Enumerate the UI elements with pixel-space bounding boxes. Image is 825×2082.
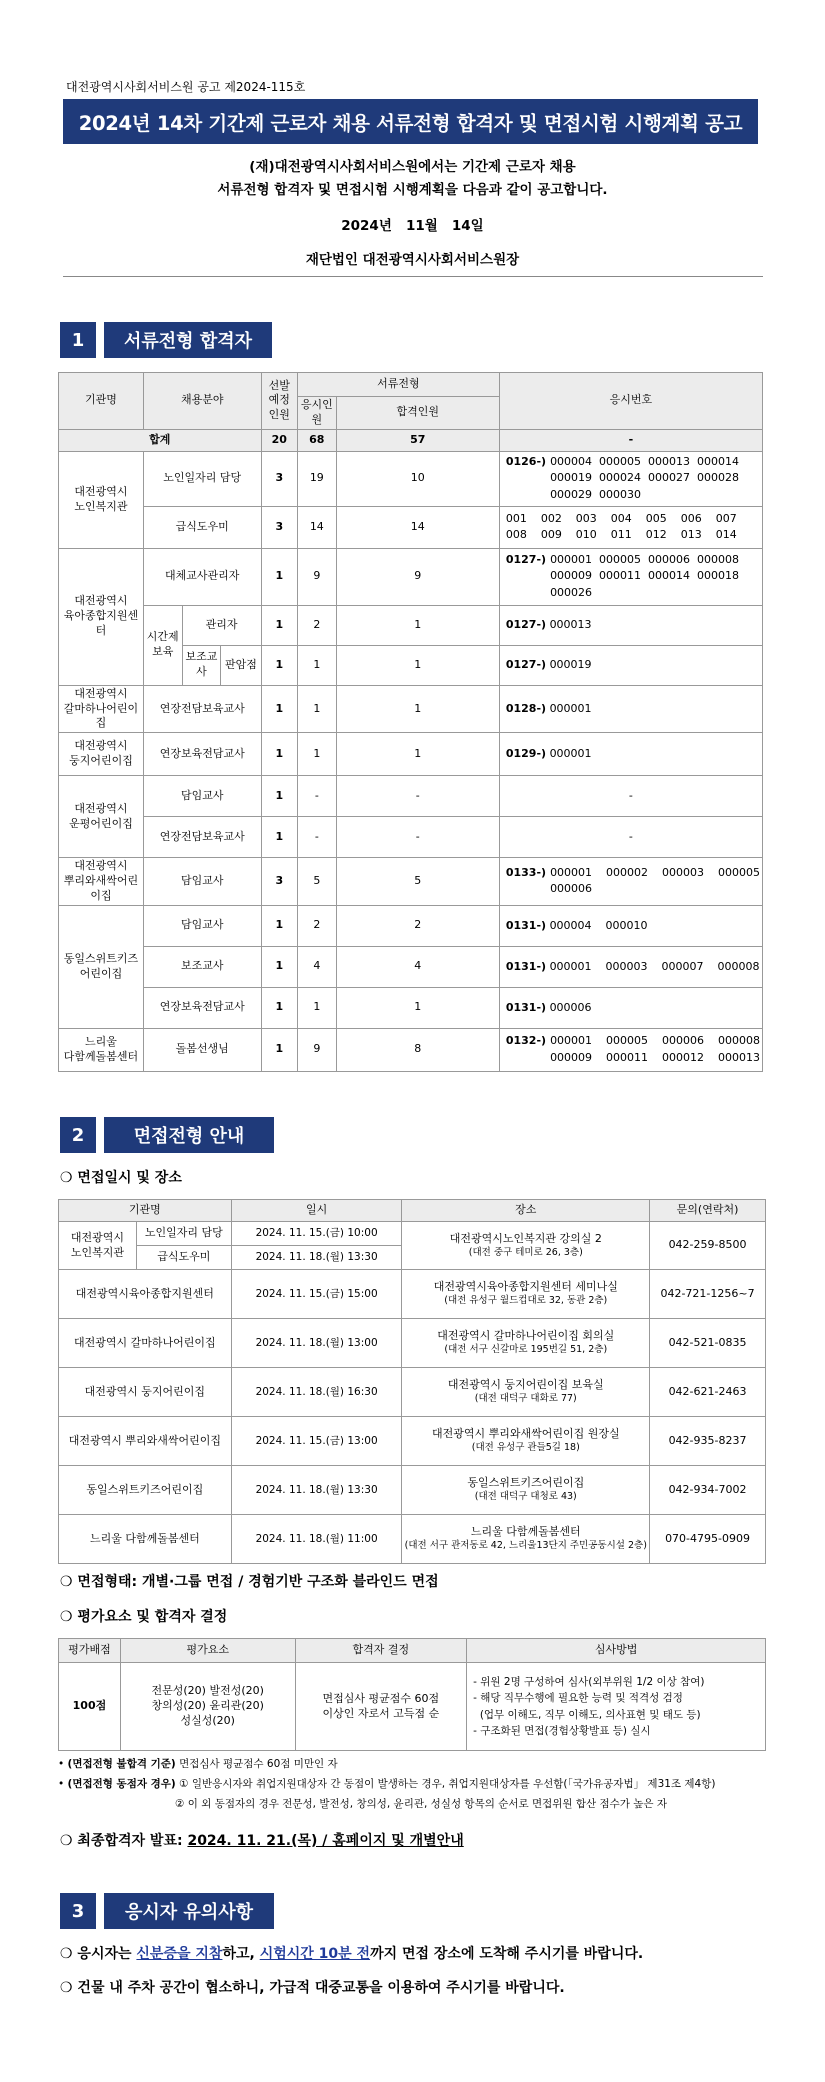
datetime-cell: 2024. 11. 15.(금) 10:00: [231, 1222, 402, 1246]
final-announcement: [60, 1830, 464, 1850]
notice-highlight-time: 시험시간 10분 전: [259, 1946, 371, 1962]
total-passed: 57: [336, 429, 499, 451]
place-address: (대전 서구 관저동로 42, 느리울13단지 주민공동시설 2층): [404, 1540, 647, 1552]
passed-cell: 2: [336, 905, 499, 946]
decision-cell: 면접심사 평균점수 60점 이상인 자로서 고득점 순: [295, 1663, 467, 1751]
planned-cell: 1: [261, 1028, 297, 1071]
field-cell: 노인일자리 담당: [143, 451, 261, 506]
planned-cell: 1: [261, 548, 297, 605]
contact-cell: 042-259-8500: [650, 1222, 766, 1270]
number-prefix: 0132-): [505, 1034, 547, 1048]
total-applicants: 68: [298, 429, 337, 451]
datetime-cell: 2024. 11. 18.(월) 13:30: [231, 1466, 402, 1515]
planned-cell: 1: [261, 776, 297, 817]
place-address: (대전 유성구 월드컵대로 32, 동관 2층): [444, 1295, 608, 1307]
passed-cell: 1: [336, 645, 499, 685]
numbers-cell: [499, 605, 762, 645]
section-2-number: 2: [60, 1117, 96, 1153]
datetime-cell: 2024. 11. 18.(월) 16:30: [231, 1368, 402, 1417]
numbers-cell: [499, 548, 762, 605]
place-cell: [402, 1515, 650, 1564]
number-prefix: 0128-): [505, 701, 547, 715]
table-row: [59, 1663, 766, 1751]
planned-cell: 3: [261, 506, 297, 548]
number-list: 000004 000005 000013 000014 000019 000024 000027 000028 000029 000030: [550, 454, 740, 501]
planned-cell: 1: [261, 987, 297, 1028]
table-row: [59, 506, 763, 548]
score-cell: 100점: [59, 1663, 121, 1751]
number-list: 000001 000005 000006 000008 000009 000011 000012 000013: [550, 1034, 760, 1064]
place-cell: [402, 1368, 650, 1417]
passed-cell: -: [336, 776, 499, 817]
header-passed: 합격인원: [336, 397, 499, 430]
note-text: ① 일반응시자와 취업지원대상자 간 동점이 발생하는 경우, 취업지원대상자를 우선함(「국가유공자법」 제31조 제4항): [175, 1778, 716, 1790]
number-list: 000001: [549, 746, 592, 760]
field-cell: 연장보육전담교사: [143, 733, 261, 776]
org-cell: 느리울 다함께돌봄센터: [59, 1028, 144, 1071]
field-cell: 보조교사: [143, 946, 261, 987]
table-row: [59, 817, 763, 858]
header-decision: 합격자 결정: [295, 1639, 467, 1663]
number-prefix: 0127-): [505, 552, 547, 566]
applicants-cell: 14: [298, 506, 337, 548]
notice-line-1: [60, 1943, 643, 1963]
notice-line-2: ❍ 건물 내 주차 공간이 협소하니, 가급적 대중교통을 이용하여 주시기를 바랍니다.: [60, 1980, 565, 1996]
header-method: 심사방법: [467, 1639, 766, 1663]
interview-format: ❍ 면접형태: 개별·그룹 면접 / 경험기반 구조화 블라인드 면접: [60, 1574, 439, 1590]
place-name: 대전광역시 둥지어린이집 보육실: [447, 1378, 604, 1392]
passed-cell: 1: [336, 987, 499, 1028]
table-row: [59, 1222, 766, 1246]
planned-cell: 1: [261, 685, 297, 733]
table-row: [59, 1270, 766, 1319]
passed-cell: 1: [336, 685, 499, 733]
org-cell: 대전광역시 둥지어린이집: [59, 733, 144, 776]
contact-cell: 042-521-0835: [650, 1319, 766, 1368]
header-elements: 평가요소: [120, 1639, 295, 1663]
header-org: 기관명: [59, 373, 144, 430]
total-planned: 20: [261, 429, 297, 451]
datetime-cell: 2024. 11. 15.(금) 13:00: [231, 1417, 402, 1466]
numbers-cell: [499, 905, 762, 946]
place-name: 대전광역시 갈마하나어린이집 회의실: [437, 1329, 615, 1343]
place-cell: [402, 1319, 650, 1368]
org-cell: 대전광역시 갈마하나어린이집: [59, 1319, 232, 1368]
org-cell: 대전광역시 뿌리와새싹어린이집: [59, 858, 144, 906]
table-row: [59, 776, 763, 817]
place-name: 대전광역시노인복지관 강의실 2: [449, 1231, 602, 1245]
org-cell: 동일스위트키즈 어린이집: [59, 905, 144, 1028]
field-branch-cell: 판암점: [221, 645, 261, 685]
evaluation-table: [58, 1638, 766, 1751]
header-numbers: 응시번호: [499, 373, 762, 430]
datetime-cell: 2024. 11. 18.(월) 13:30: [231, 1246, 402, 1270]
org-cell: 대전광역시 운평어린이집: [59, 776, 144, 858]
planned-cell: 1: [261, 733, 297, 776]
table-row-total: [59, 429, 763, 451]
planned-cell: 1: [261, 905, 297, 946]
datetime-cell: 2024. 11. 18.(월) 13:00: [231, 1319, 402, 1368]
place-name: 대전광역시육아종합지원센터 세미나실: [433, 1280, 618, 1294]
total-numbers: -: [499, 429, 762, 451]
final-value: 2024. 11. 21.(목) / 홈페이지 및 개별안내: [187, 1833, 464, 1849]
table-row: [59, 987, 763, 1028]
number-list: 000001: [549, 701, 592, 715]
passed-cell: 14: [336, 506, 499, 548]
total-label: 합계: [59, 429, 262, 451]
place-cell: [402, 1222, 650, 1270]
passed-cell: 4: [336, 946, 499, 987]
applicants-cell: 9: [298, 548, 337, 605]
numbers-cell: -: [499, 817, 762, 858]
number-prefix: 0131-): [505, 959, 547, 973]
place-cell: [402, 1466, 650, 1515]
datetime-cell: 2024. 11. 15.(금) 15:00: [231, 1270, 402, 1319]
document-number: 대전광역시사회서비스원 공고 제2024-115호: [66, 80, 306, 94]
issuer: 재단법인 대전광역시사회서비스원장: [305, 252, 520, 268]
numbers-cell: 001 002 003 004 005 006 007 008 009 010 011 012 013 014: [499, 506, 762, 548]
number-prefix: 0127-): [505, 657, 547, 671]
numbers-cell: [499, 858, 762, 906]
contact-cell: 042-721-1256~7: [650, 1270, 766, 1319]
numbers-cell: [499, 451, 762, 506]
sub-cell: 급식도우미: [136, 1246, 231, 1270]
field-cell: 보조교사: [182, 645, 221, 685]
number-prefix: 0131-): [505, 1000, 547, 1014]
table-row: [59, 1515, 766, 1564]
header-field: 채용분야: [143, 373, 261, 430]
table-row: [59, 905, 763, 946]
header-applicants: 응시인원: [298, 397, 337, 430]
applicants-cell: -: [298, 776, 337, 817]
applicants-cell: 1: [298, 987, 337, 1028]
applicants-cell: 2: [298, 605, 337, 645]
header-org: 기관명: [59, 1200, 232, 1222]
notice-text: 까지 면접 장소에 도착해 주시기를 바랍니다.: [370, 1946, 644, 1962]
number-prefix: 0133-): [505, 865, 547, 879]
page-title: 2024년 14차 기간제 근로자 채용 서류전형 합격자 및 면접시험 시행계획 공고: [63, 99, 758, 144]
field-cell: 연장전담보육교사: [143, 685, 261, 733]
note-text: 면접심사 평균점수 60점 미만인 자: [175, 1758, 338, 1770]
note-label: (면접전형 불합격 기준): [67, 1758, 176, 1770]
contact-cell: 042-934-7002: [650, 1466, 766, 1515]
place-name: 동일스위트키즈어린이집: [467, 1476, 585, 1490]
planned-cell: 1: [261, 645, 297, 685]
note-tie-rule: • (면접전형 동점자 경우) ① 일반응시자와 취업지원대상자 간 동점이 발생하는 경우, 취업지원대상자를 우선함(「국가유공자법」 제31조 제4항): [58, 1778, 716, 1790]
number-list: 000001 000003 000007 000008: [549, 959, 760, 973]
org-cell: 대전광역시 뿌리와새싹어린이집: [59, 1417, 232, 1466]
field-cell: 관리자: [182, 605, 261, 645]
place-address: (대전 중구 테미로 26, 3층): [468, 1246, 583, 1258]
numbers-cell: [499, 946, 762, 987]
evaluation-heading: ❍ 평가요소 및 합격자 결정: [60, 1609, 228, 1625]
interview-schedule-table: [58, 1199, 766, 1564]
header-planned: 선발예정 인원: [261, 373, 297, 430]
org-cell: 느리울 다함께돌봄센터: [59, 1515, 232, 1564]
place-address: (대전 유성구 관들5길 18): [471, 1442, 580, 1454]
header-doc: 서류전형: [298, 373, 500, 397]
numbers-cell: [499, 987, 762, 1028]
place-cell: [402, 1417, 650, 1466]
section-3-number: 3: [60, 1893, 96, 1929]
notice-highlight-id: 신분증을 지참: [136, 1946, 223, 1962]
numbers-cell: [499, 733, 762, 776]
field-cell: 담임교사: [143, 858, 261, 906]
applicants-cell: 19: [298, 451, 337, 506]
header-score: 평가배점: [59, 1639, 121, 1663]
schedule-heading: ❍ 면접일시 및 장소: [60, 1170, 182, 1186]
final-label: ❍ 최종합격자 발표:: [60, 1833, 188, 1849]
planned-cell: 1: [261, 946, 297, 987]
notice-text: ❍ 응시자는: [60, 1946, 137, 1962]
table-row: [59, 946, 763, 987]
place-address: (대전 대덕구 대화로 77): [474, 1393, 577, 1405]
method-line: (업무 이해도, 직무 이해도, 의사표현 및 태도 등): [473, 1708, 701, 1721]
place-name: 대전광역시 뿌리와새싹어린이집 원장실: [431, 1427, 620, 1441]
table-row: [59, 733, 763, 776]
group-cell: 시간제 보육: [143, 605, 182, 685]
passed-cell: 8: [336, 1028, 499, 1071]
contact-cell: 042-621-2463: [650, 1368, 766, 1417]
number-list: 000019: [549, 657, 592, 671]
intro-line-2: 서류전형 합격자 및 면접시험 시행계획을 다음과 같이 공고합니다.: [217, 182, 608, 198]
numbers-cell: [499, 685, 762, 733]
table-row: [59, 1368, 766, 1417]
method-cell: [467, 1663, 766, 1751]
passed-cell: 1: [336, 733, 499, 776]
number-prefix: 0126-): [505, 454, 547, 468]
method-line: - 해당 직무수행에 필요한 능력 및 적격성 검정: [473, 1692, 683, 1705]
applicants-cell: -: [298, 817, 337, 858]
org-cell: 대전광역시 둥지어린이집: [59, 1368, 232, 1417]
table-row: [59, 858, 763, 906]
table-row: [59, 1028, 763, 1071]
org-cell: 대전광역시육아종합지원센터: [59, 1270, 232, 1319]
table-row: [59, 451, 763, 506]
applicants-cell: 2: [298, 905, 337, 946]
place-address: (대전 서구 신갈마로 195번길 51, 2층): [444, 1344, 608, 1356]
applicants-cell: 1: [298, 733, 337, 776]
number-list: 000001 000005 000006 000008 000009 000011 000014 000018 000026: [550, 552, 740, 599]
applicants-cell: 5: [298, 858, 337, 906]
org-cell: 대전광역시 갈마하나어린이집: [59, 685, 144, 733]
method-line: - 위원 2명 구성하여 심사(외부위원 1/2 이상 참여): [473, 1675, 705, 1688]
org-cell: 대전광역시 노인복지관: [59, 451, 144, 548]
elements-cell: 전문성(20) 발전성(20) 창의성(20) 윤리관(20) 성실성(20): [120, 1663, 295, 1751]
applicants-cell: 1: [298, 645, 337, 685]
numbers-cell: -: [499, 776, 762, 817]
passed-cell: -: [336, 817, 499, 858]
section-1-number: 1: [60, 322, 96, 358]
field-cell: 담임교사: [143, 776, 261, 817]
field-cell: 연장보육전담교사: [143, 987, 261, 1028]
passed-cell: 5: [336, 858, 499, 906]
numbers-cell: [499, 645, 762, 685]
org-cell: 대전광역시 노인복지관: [59, 1222, 137, 1270]
table-row: [59, 605, 763, 645]
applicants-cell: 4: [298, 946, 337, 987]
datetime-cell: 2024. 11. 18.(월) 11:00: [231, 1515, 402, 1564]
passed-cell: 9: [336, 548, 499, 605]
place-cell: [402, 1270, 650, 1319]
numbers-cell: [499, 1028, 762, 1071]
place-address: (대전 대덕구 대청로 43): [474, 1491, 577, 1503]
intro-line-1: (재)대전광역시사회서비스원에서는 기간제 근로자 채용: [249, 159, 576, 175]
field-cell: 대체교사관리자: [143, 548, 261, 605]
section-1-title: 서류전형 합격자: [104, 322, 272, 358]
contact-cell: 070-4795-0909: [650, 1515, 766, 1564]
header-datetime: 일시: [231, 1200, 402, 1222]
table-row: [59, 1319, 766, 1368]
number-prefix: 0127-): [505, 617, 547, 631]
divider: [63, 276, 763, 277]
field-cell: 급식도우미: [143, 506, 261, 548]
table-row: [59, 1466, 766, 1515]
number-list: 000001 000002 000003 000005 000006: [550, 865, 760, 896]
number-list: 000006: [549, 1000, 592, 1014]
note-fail-criteria: • (면접전형 불합격 기준) 면접심사 평균점수 60점 미만인 자: [58, 1758, 338, 1770]
planned-cell: 1: [261, 817, 297, 858]
note-tie-rule-2: ② 이 외 동점자의 경우 전문성, 발전성, 창의성, 윤리관, 성실성 항목의 순서로 면접위원 합산 점수가 높은 자: [175, 1798, 668, 1810]
sub-cell: 노인일자리 담당: [136, 1222, 231, 1246]
passed-cell: 10: [336, 451, 499, 506]
header-contact: 문의(연락처): [650, 1200, 766, 1222]
planned-cell: 1: [261, 605, 297, 645]
passed-cell: 1: [336, 605, 499, 645]
place-name: 느리울 다함께돌봄센터: [470, 1525, 581, 1539]
document-pass-table: [58, 372, 763, 1072]
applicants-cell: 9: [298, 1028, 337, 1071]
field-cell: 연장전담보육교사: [143, 817, 261, 858]
org-cell: 동일스위트키즈어린이집: [59, 1466, 232, 1515]
notice-date: 2024년 11월 14일: [341, 218, 484, 234]
applicants-cell: 1: [298, 685, 337, 733]
note-label: (면접전형 동점자 경우): [67, 1778, 176, 1790]
number-list: 000004 000010: [549, 918, 648, 932]
method-line: - 구조화된 면접(경험상황발표 등) 실시: [473, 1724, 651, 1737]
field-cell: 담임교사: [143, 905, 261, 946]
org-cell: 대전광역시 육아종합지원센터: [59, 548, 144, 685]
notice-text: 하고,: [222, 1946, 260, 1962]
planned-cell: 3: [261, 858, 297, 906]
table-row: [59, 1417, 766, 1466]
planned-cell: 3: [261, 451, 297, 506]
section-3-title: 응시자 유의사항: [104, 1893, 274, 1929]
section-2-title: 면접전형 안내: [104, 1117, 274, 1153]
number-prefix: 0131-): [505, 918, 547, 932]
header-place: 장소: [402, 1200, 650, 1222]
table-row: [59, 548, 763, 605]
contact-cell: 042-935-8237: [650, 1417, 766, 1466]
field-cell: 돌봄선생님: [143, 1028, 261, 1071]
number-prefix: 0129-): [505, 746, 547, 760]
table-row: [59, 685, 763, 733]
number-list: 000013: [549, 617, 592, 631]
